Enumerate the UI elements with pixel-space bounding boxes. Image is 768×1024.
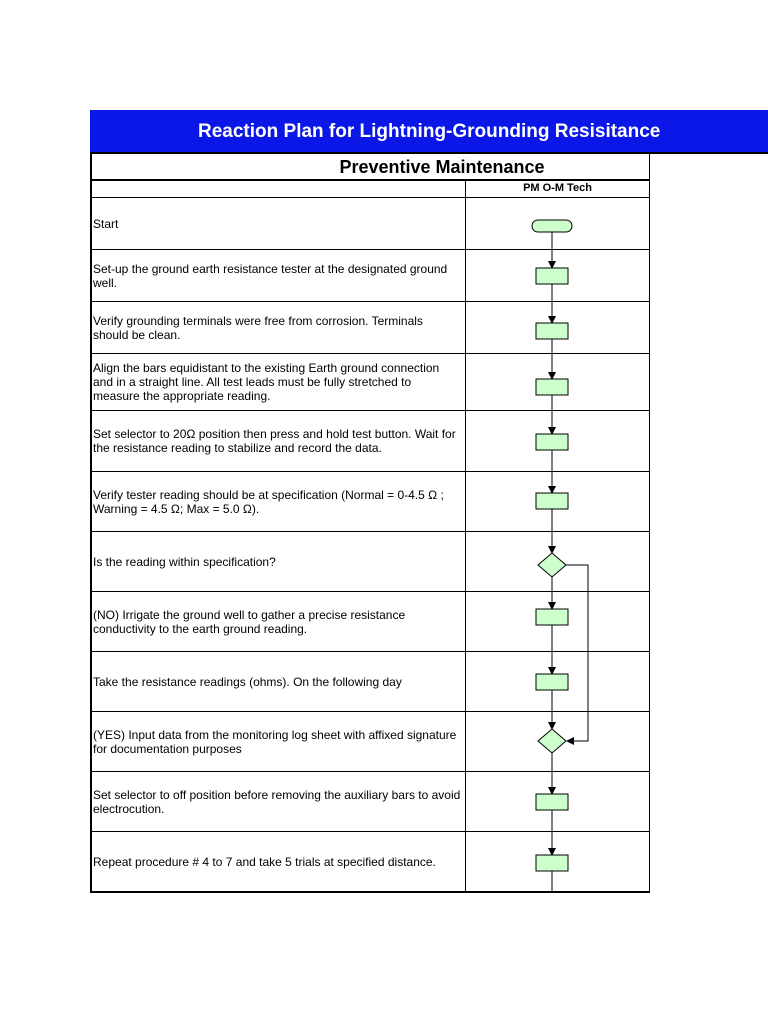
step-row [90, 712, 650, 772]
step-text: Set-up the ground earth resistance tester at the designated ground well. [93, 261, 448, 290]
step-row [90, 832, 650, 893]
step-text: Take the resistance readings (ohms). On the following day [93, 674, 402, 689]
step-row [90, 472, 650, 532]
sheet-right-edge [649, 154, 650, 893]
step-text: Set selector to off position before removing the auxiliary bars to avoid electrocution. [93, 787, 461, 816]
step-row [90, 354, 650, 411]
step-text: Align the bars equidistant to the existing Earth ground connection and in a straight line. All test leads must be fully stretched to measure the appropriate reading. [93, 361, 440, 403]
step-row [90, 592, 650, 652]
step-text: (NO) Irrigate the ground well to gather a precise resistance conductivity to the earth ground reading. [93, 607, 406, 636]
step-text: Verify grounding terminals were free from corrosion. Terminals should be clean. [93, 313, 423, 342]
step-row [90, 652, 650, 712]
step-row [90, 250, 650, 302]
step-row [90, 198, 650, 250]
step-text: (YES) Input data from the monitoring log sheet with affixed signature for documentation purposes [93, 727, 457, 756]
step-row [90, 772, 650, 832]
step-row [90, 532, 650, 592]
column-divider [465, 181, 466, 893]
step-text: Start [93, 216, 119, 231]
step-row [90, 302, 650, 354]
step-text: Is the reading within specification? [93, 554, 276, 569]
step-text: Repeat procedure # 4 to 7 and take 5 trials at specified distance. [93, 854, 436, 869]
step-row [90, 411, 650, 472]
page-title: Reaction Plan for Lightning-Grounding Resisitance [198, 121, 661, 142]
title-bar [90, 110, 768, 154]
column-header-pm-om-tech: PM O-M Tech [523, 182, 592, 194]
section-subtitle: Preventive Maintenance [90, 154, 650, 181]
step-text: Verify tester reading should be at specification (Normal = 0-4.5 Ω ; Warning = 4.5 Ω; Max = 5.0 Ω). [93, 487, 444, 516]
column-header-row [90, 181, 650, 198]
step-text: Set selector to 20Ω position then press and hold test button. Wait for the resistance reading to stabilize and record the data. [93, 427, 456, 455]
